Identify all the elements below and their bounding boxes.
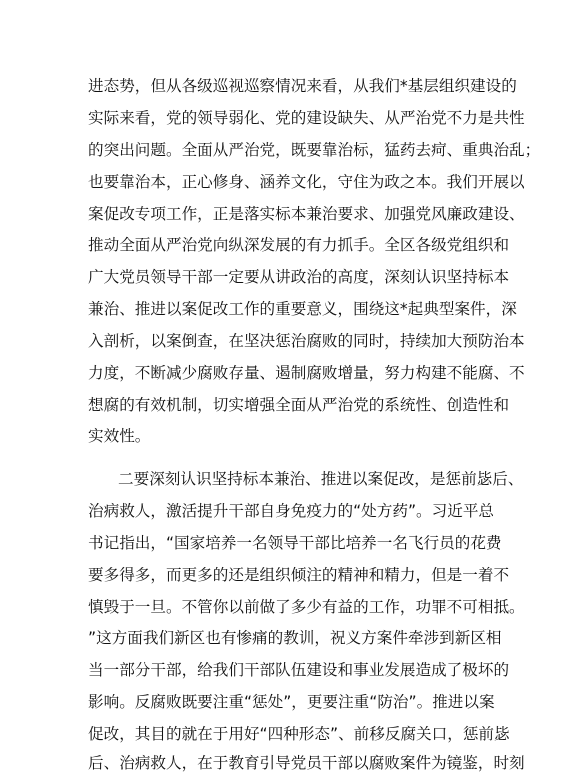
paragraph-line-cut: 后、治病救人，在于教育引导党员干部以腐败案件为镜鉴，时刻 <box>88 754 525 772</box>
paragraph-line: 促改，其目的就在于用好“四种形态”、前移反腐关口，惩前毖 <box>88 725 510 743</box>
paragraph-line: 要多得多，而更多的还是组织倾注的精神和精力，但是一着不 <box>88 566 510 584</box>
paragraph-line: 推动全面从严治党向纵深发展的有力抓手。全区各级党组织和 <box>88 236 510 254</box>
paragraph-line: 案促改专项工作，正是落实标本兼治要求、加强党风廉政建设、 <box>88 205 525 223</box>
paragraph-line: 广大党员领导干部一定要从讲政治的高度，深刻认识坚持标本 <box>88 268 510 286</box>
paragraph-line: 当一部分干部，给我们干部队伍建设和事业发展造成了极坏的 <box>88 661 510 679</box>
paragraph-line: 兼治、推进以案促改工作的重要意义，围绕这*起典型案件，深 <box>88 300 517 318</box>
paragraph-line: 入剖析，以案倒查，在坚决惩治腐败的同时，持续加大预防治本 <box>88 332 525 350</box>
paragraph-line: 书记指出，“国家培养一名领导干部比培养一名飞行员的花费 <box>88 534 502 552</box>
paragraph-line: 实效性。 <box>88 427 151 445</box>
paragraph-line: 想腐的有效机制，切实增强全面从严治党的系统性、创造性和 <box>88 396 510 414</box>
paragraph-line: 慎毁于一旦。不管你以前做了多少有益的工作，功罪不可相抵。 <box>88 598 525 616</box>
paragraph-line: 实际来看，党的领导弱化、党的建设缺失、从严治党不力是共性 <box>88 109 525 127</box>
paragraph-line: 也要靠治本，正心修身、涵养文化，守住为政之本。我们开展以 <box>88 173 525 191</box>
paragraph-line: 治病救人，激活提升干部自身免疫力的“处方药”。习近平总 <box>88 502 495 520</box>
paragraph-line: 影响。反腐败既要注重“惩处”，更要注重“防治”。推进以案 <box>88 693 495 711</box>
paragraph-line: ”这方面我们新区也有惨痛的教训，祝义方案件牵涉到新区相 <box>88 629 502 647</box>
paragraph-line: 力度，不断减少腐败存量、遏制腐败增量，努力构建不能腐、不 <box>88 364 525 382</box>
paragraph-line: 的突出问题。全面从严治党，既要靠治标，猛药去疴、重典治乱； <box>88 141 541 159</box>
paragraph-line: 进态势，但从各级巡视巡察情况来看，从我们*基层组织建设的 <box>88 77 517 95</box>
paragraph-line-indented: 二要深刻认识坚持标本兼治、推进以案促改，是惩前毖后、 <box>118 470 524 488</box>
